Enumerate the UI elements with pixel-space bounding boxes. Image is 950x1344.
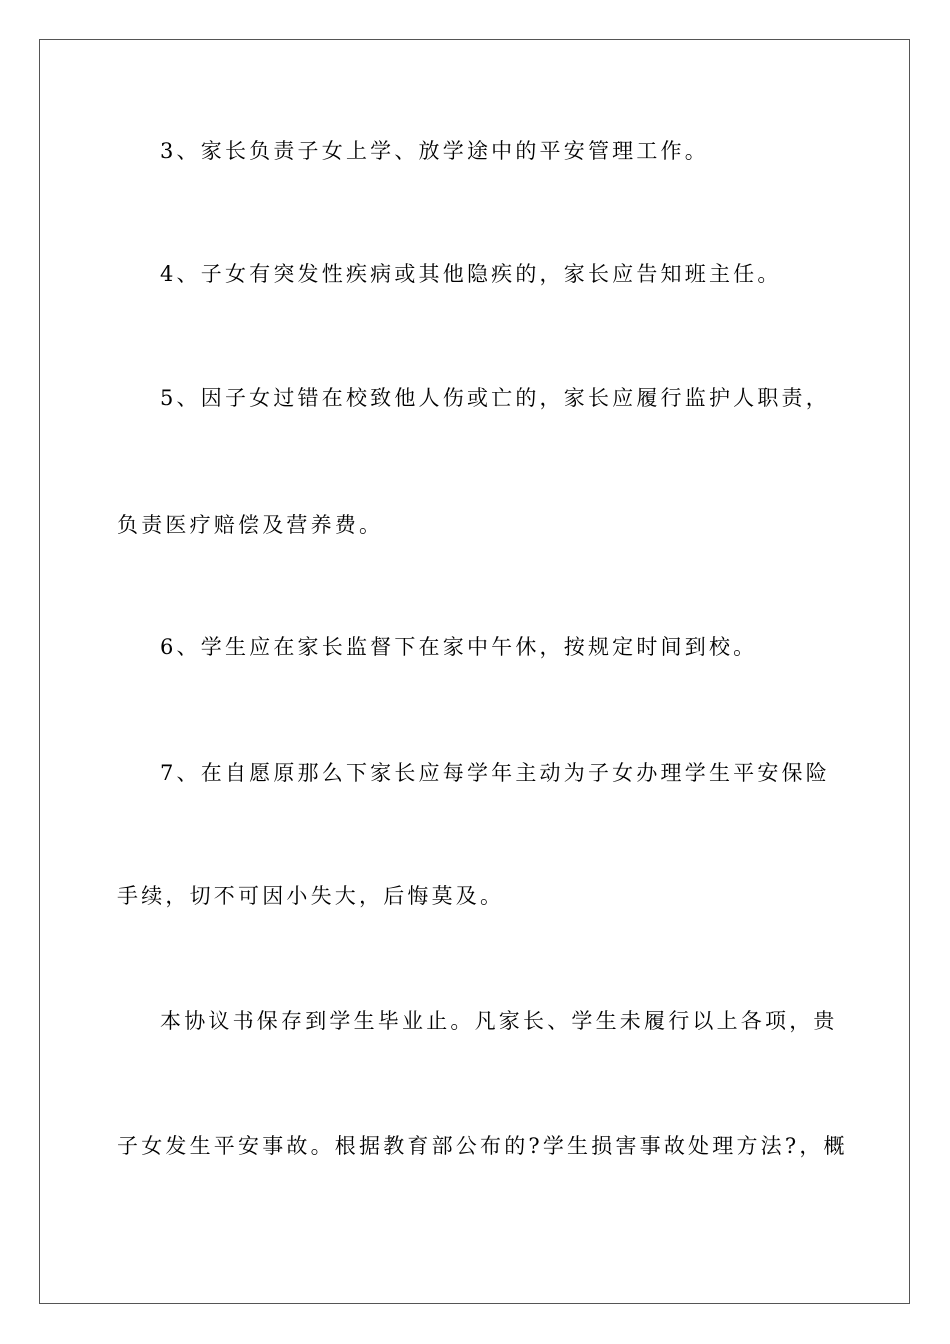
clause-5-continued: 负责医疗赔偿及营养费。 [117, 513, 384, 537]
agreement-paragraph: 本协议书保存到学生毕业止。凡家长、学生未履行以上各项，贵 [160, 1009, 838, 1033]
clause-7: 7、在自愿原那么下家长应每学年主动为子女办理学生平安保险 [160, 761, 830, 785]
clause-7-continued: 手续，切不可因小失大，后悔莫及。 [117, 884, 505, 908]
clause-3: 3、家长负责子女上学、放学途中的平安管理工作。 [160, 139, 709, 163]
clause-4: 4、子女有突发性疾病或其他隐疾的，家长应告知班主任。 [160, 262, 782, 286]
clause-5: 5、因子女过错在校致他人伤或亡的，家长应履行监护人职责， [160, 386, 830, 410]
page-border [39, 39, 910, 1304]
agreement-paragraph-continued: 子女发生平安事故。根据教育部公布的?学生损害事故处理方法?，概 [117, 1134, 848, 1158]
clause-6: 6、学生应在家长监督下在家中午休，按规定时间到校。 [160, 635, 758, 659]
